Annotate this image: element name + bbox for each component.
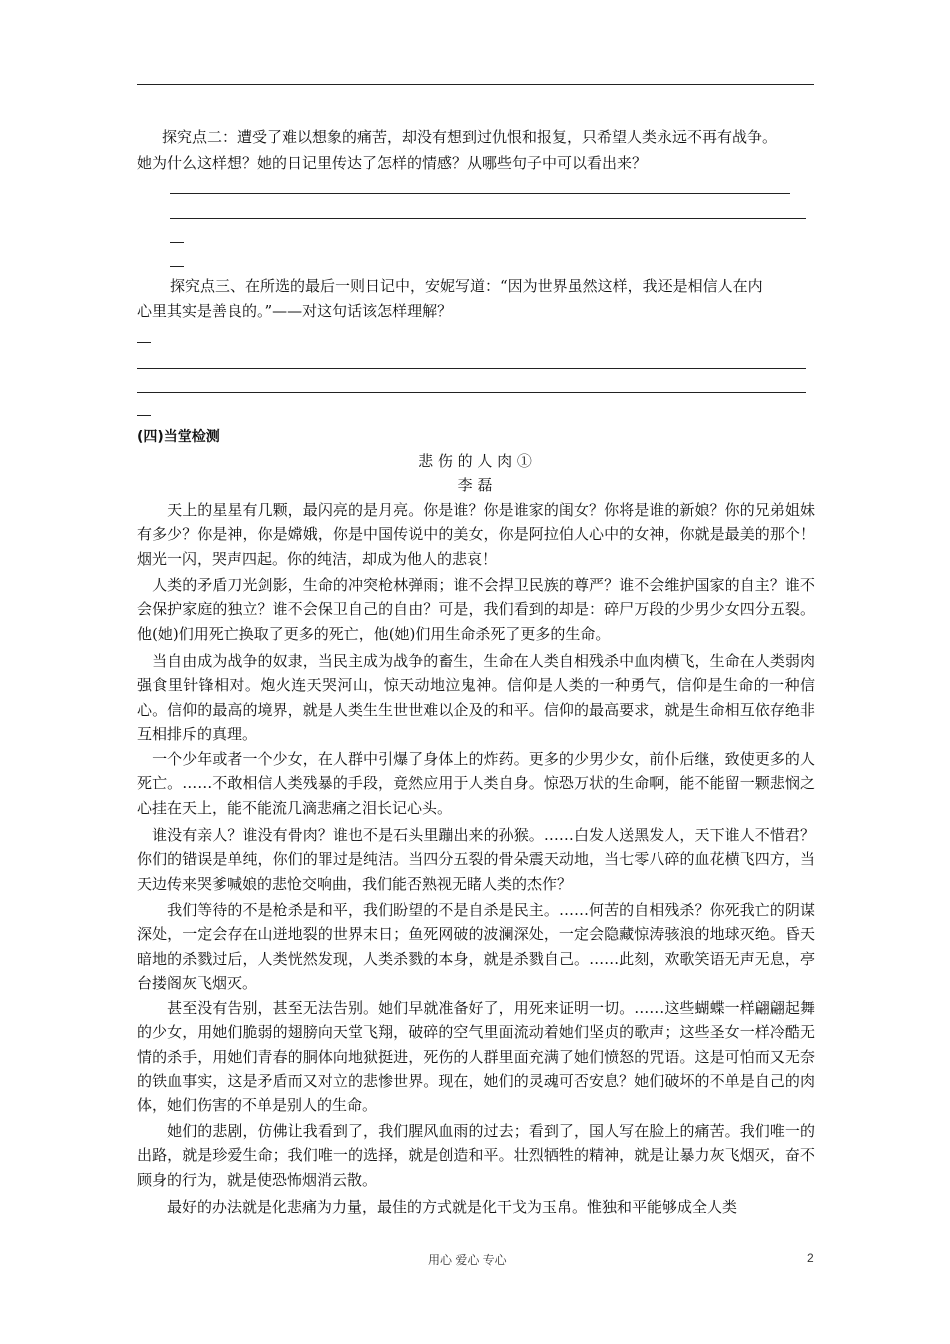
article-paragraph-5: 谁没有亲人？谁没有骨肉？谁也不是石头里蹦出来的孙猴。……白发人送黑发人，天下谁人不惜君？你们的错误是单纯，你们的罪过是纯洁。当四分五裂的骨朵震天动地，当七零八碎的血花横飞四方，当天边传来哭爹喊娘的悲怆交响曲，我们能否熟视无睹人类的杰作？ [137,826,815,893]
article-author: 李 磊 [457,476,493,494]
answer-line [170,218,806,219]
article-paragraph-3: 当自由成为战争的奴隶，当民主成为战争的畜生，生命在人类自相残杀中血肉横飞，生命在人类弱肉强食里针锋相对。炮火连天哭河山，惊天动地泣鬼神。信仰是人类的一种勇气，信仰是生命的一种信心。信仰的最高的境界，就是人类生生世世难以企及的和平。信仰的最高要求，就是生命相互依存绝非互相排斥的真理。 [137,652,815,743]
answer-line [170,193,790,194]
explore-point-3-line-1: 探究点三、在所选的最后一则日记中，安妮写道：“因为世界虽然这样，我还是相信人在内 [170,277,763,295]
answer-line-short [137,342,151,343]
page-number: 2 [807,1251,814,1265]
explore-point-2-line-1: 探究点二：遭受了难以想象的痛苦，却没有想到过仇恨和报复，只希望人类永远不再有战争。 [162,128,778,146]
answer-line [137,392,806,393]
article-paragraph-6: 我们等待的不是枪杀是和平，我们盼望的不是自杀是民主。……何苦的自相残杀？你死我亡的阴谋深处，一定会存在山迸地裂的世界末日；鱼死网破的波澜深处，一定会隐藏惊涛骇浪的地球灭绝。昏天暗地的杀戮过后，人类恍然发现，人类杀戮的本身，就是杀戮自己。……此刻，欢歌笑语无声无息，亭台搂阁灰飞烟灭。 [137,901,815,992]
answer-line-short [170,242,184,243]
article-paragraph-7: 甚至没有告别，甚至无法告别。她们早就准备好了，用死来证明一切。……这些蝴蝶一样翩翩起舞的少女，用她们脆弱的翅膀向天堂飞翔，破碎的空气里面流动着她们坚贞的歌声；这些圣女一样冷酷无情的杀手，用她们青春的胴体向地狱挺进，死伤的人群里面充满了她们愤怒的咒语。这是可怕而又无奈的铁血事实，这是矛盾而又对立的悲惨世界。现在，她们的灵魂可否安息？她们破坏的不单是自己的肉体，她们伤害的不单是别人的生命。 [137,999,815,1115]
article-paragraph-8: 她们的悲剧，仿佛让我看到了，我们腥风血雨的过去；看到了，国人写在脸上的痛苦。我们唯一的出路，就是珍爱生命；我们唯一的选择，就是创造和平。壮烈牺牲的精神，就是让暴力灰飞烟灭，奋不顾身的行为，就是使恐怖烟消云散。 [137,1122,815,1189]
section-heading: (四)当堂检测 [137,429,220,445]
article-paragraph-2: 人类的矛盾刀光剑影，生命的冲突枪林弹雨；谁不会捍卫民族的尊严？谁不会维护国家的自主？谁不会保护家庭的独立？谁不会保卫自己的自由？可是，我们看到的却是：碎尸万段的少男少女四分五裂。他(她)们用死亡换取了更多的死亡，他(她)们用生命杀死了更多的生命。 [137,576,815,643]
answer-line [137,368,806,369]
article-paragraph-9: 最好的办法就是化悲痛为力量，最佳的方式就是化干戈为玉帛。惟独和平能够成全人类 [137,1198,738,1216]
top-rule [137,84,814,85]
explore-point-3-line-2: 心里其实是善良的。”——对这句话该怎样理解？ [137,302,453,320]
article-title: 悲 伤 的 人 肉 ① [418,452,532,470]
article-paragraph-1: 天上的星星有几颗，最闪亮的是月亮。你是谁？你是谁家的闺女？你将是谁的新娘？你的兄弟姐妹有多少？你是神，你是嫦娥，你是中国传说中的美女，你是阿拉伯人心中的女神，你就是最美的那个！烟光一闪，哭声四起。你的纯洁，却成为他人的悲哀！ [137,501,815,568]
article-paragraph-4: 一个少年或者一个少女，在人群中引爆了身体上的炸药。更多的少男少女，前仆后继，致使更多的人死亡。……不敢相信人类残暴的手段，竟然应用于人类自身。惊恐万状的生命啊，能不能留一颗悲悯之心挂在天上，能不能流几滴悲痛之泪长记心头。 [137,750,815,817]
answer-line-short [137,415,151,416]
explore-point-2-line-2: 她为什么这样想？她的日记里传达了怎样的情感？从哪些句子中可以看出来？ [137,154,648,172]
answer-line-short [170,266,184,267]
footer-text: 用心 爱心 专心 [428,1253,507,1267]
